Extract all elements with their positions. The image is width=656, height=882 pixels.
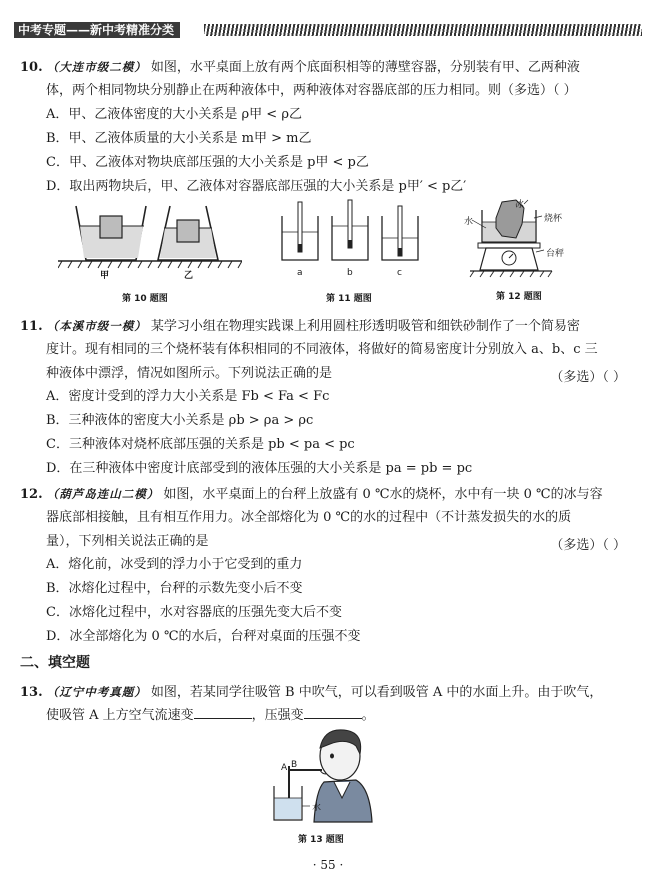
figure-11-caption: 第 11 题图 [326, 294, 372, 304]
question-text: 如图，若某同学往吸管 B 中吹气，可以看到吸管 A 中的水面上升。由于吹气， [150, 685, 603, 700]
question-text: 如图，水平桌面上的台秤上放盛有 0 ℃水的烧杯，水中有一块 0 ℃的冰与容 [163, 487, 603, 502]
figure-12-label-ice: 冰 [515, 200, 525, 210]
question-10-line2: 体，两个相同物块分别静止在两种液体中，两种液体对容器底部的压力相同。则（多选）（ ） [46, 83, 577, 98]
question-13-line1 [20, 680, 636, 705]
option-d: D．在三种液体中密度计底部受到的液体压强的大小关系是 pa = pb = pc [46, 461, 473, 476]
question-source: （大连市级二模） [46, 60, 147, 74]
figure-12-caption: 第 12 题图 [496, 292, 542, 302]
question-12-multi: （多选）（ ） [550, 538, 626, 553]
option-a: A．密度计受到的浮力大小关系是 Fb < Fa < Fc [46, 389, 330, 404]
option-d: D．冰全部熔化为 0 ℃的水后，台秤对桌面的压强不变 [46, 629, 361, 644]
question-number: 11. [20, 319, 43, 334]
figure-10-caption: 第 10 题图 [122, 294, 168, 304]
page-number: · 55 · [312, 858, 344, 872]
question-text: ，压强变 [251, 708, 304, 723]
answer-blank[interactable] [304, 706, 362, 719]
figure-12-label-beaker: 烧杯 [544, 214, 563, 224]
question-text: 使吸管 A 上方空气流速变 [46, 708, 194, 723]
page-header [14, 22, 642, 38]
question-11-line2: 度计。现有相同的三个烧杯装有体积相同的不同液体，将做好的简易密度计分别放入 a、b、c 三 [46, 342, 598, 357]
answer-blank[interactable] [194, 706, 252, 719]
question-11-line1 [20, 314, 636, 339]
option-c: C．甲、乙液体对物块底部压强的大小关系是 p甲 < p乙 [46, 155, 369, 170]
figure-11-label-c: c [397, 268, 402, 278]
figure-13-label-water: 水 [312, 803, 322, 813]
figure-10 [58, 198, 242, 276]
option-c: C．冰熔化过程中，水对容器底的压强先变大后不变 [46, 605, 342, 620]
question-source: （葫芦岛连山二模） [46, 487, 160, 501]
section-title: 二、填空题 [20, 655, 90, 671]
question-12-line3: 量），下列相关说法正确的是 [46, 534, 209, 549]
question-text: 某学习小组在物理实践课上利用圆柱形透明吸管和细铁砂制作了一个简易密 [150, 319, 580, 334]
figure-11-label-b: b [347, 268, 353, 278]
option-b: B．三种液体的密度大小关系是 ρb > ρa > ρc [46, 413, 314, 428]
question-text: 。 [361, 708, 375, 723]
figure-12-label-scale: 台秤 [546, 249, 565, 259]
question-source: （辽宁中考真题） [46, 685, 147, 699]
option-b: B．冰熔化过程中，台秤的示数先变小后不变 [46, 581, 303, 596]
question-text: 如图，水平桌面上放有两个底面积相等的薄壁容器，分别装有甲、乙两种液 [150, 60, 580, 75]
question-11-line3: 种液体中漂浮，情况如图所示。下列说法正确的是 [46, 366, 333, 381]
option-a: A．甲、乙液体密度的大小关系是 ρ甲 < ρ乙 [46, 107, 302, 122]
header-hatch-bar [204, 24, 642, 36]
question-12-line2: 器底部相接触，且有相互作用力。冰全部熔化为 0 ℃的水的过程中（不计蒸发损失的水的质 [46, 510, 572, 525]
question-number: 12. [20, 487, 43, 502]
option-c: C．三种液体对烧杯底部压强的关系是 pb < pa < pc [46, 437, 355, 452]
question-12-line1 [20, 482, 636, 507]
figure-11 [278, 198, 428, 274]
figure-13-label-a: A [281, 763, 288, 773]
figure-10-label-yi: 乙 [184, 271, 194, 281]
question-number: 10. [20, 60, 43, 75]
figure-10-label-jia: 甲 [100, 271, 110, 281]
question-13-line2 [46, 704, 636, 728]
option-d: D．取出两物块后，甲、乙液体对容器底部压强的大小关系是 p甲′ < p乙′ [46, 179, 467, 194]
figure-13 [268, 726, 378, 826]
figure-13-caption: 第 13 题图 [298, 835, 344, 845]
question-number: 13. [20, 685, 43, 700]
figure-13-label-b: B [291, 760, 298, 770]
figure-12-label-water: 水 [464, 217, 474, 227]
question-10-line1 [20, 55, 636, 80]
question-11-multi: （多选）（ ） [550, 370, 626, 385]
option-b: B．甲、乙液体质量的大小关系是 m甲 > m乙 [46, 131, 312, 146]
figure-11-label-a: a [297, 268, 303, 278]
header-tag: 中考专题——新中考精准分类 [14, 22, 180, 38]
option-a: A．熔化前，冰受到的浮力小于它受到的重力 [46, 557, 303, 572]
question-source: （本溪市级一模） [46, 319, 147, 333]
